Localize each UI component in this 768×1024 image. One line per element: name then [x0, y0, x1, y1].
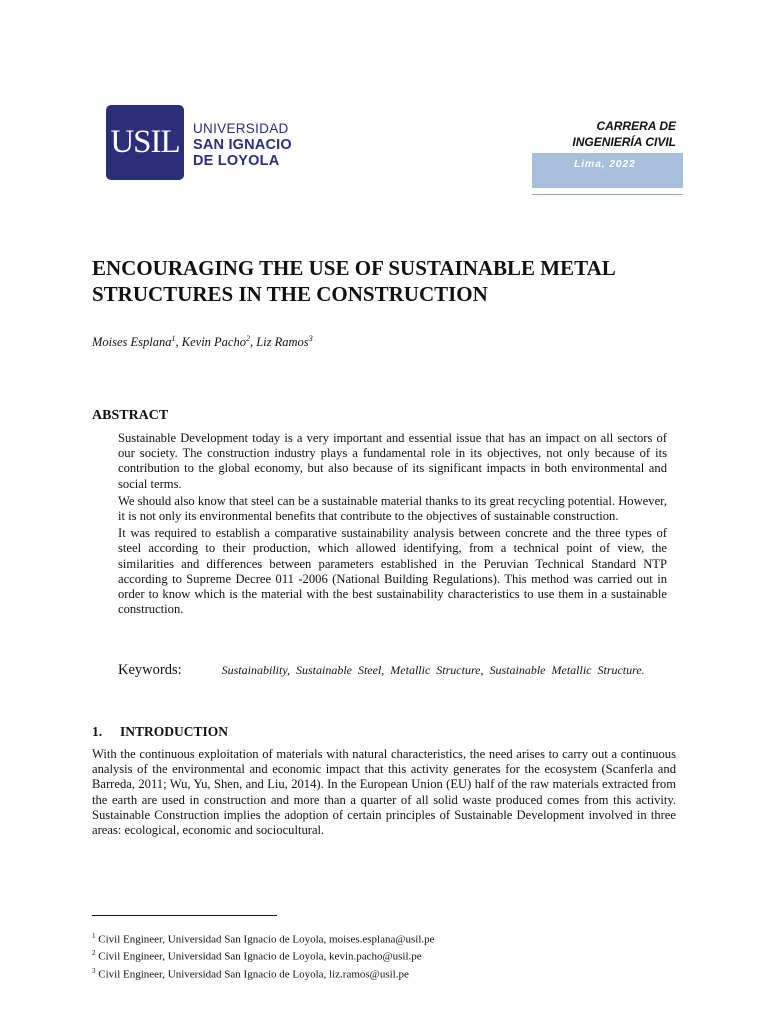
author-name: Moises Esplana: [92, 335, 172, 350]
footnote-text: Civil Engineer, Universidad San Ignacio de Loyola, kevin.pacho@usil.pe: [98, 951, 422, 964]
footnote-mark: 2: [92, 949, 96, 958]
footnote-mark: 3: [92, 966, 96, 975]
footnote-mark: 1: [92, 932, 96, 940]
abstract-heading: ABSTRACT: [92, 408, 169, 423]
paper-title: ENCOURAGING THE USE OF SUSTAINABLE METAL STRUCTURES IN THE CONSTRUCTION: [92, 256, 615, 306]
program-line-2: INGENIERÍA CIVIL: [572, 135, 676, 149]
footnote-text: Civil Engineer, Universidad San Ignacio de Loyola, liz.ramos@usil.pe: [98, 968, 409, 981]
section-number: 1.: [92, 724, 103, 739]
university-name-line-2: SAN IGNACIO: [193, 137, 292, 153]
university-name-line-3: DE LOYOLA: [193, 153, 280, 169]
section-heading-introduction: [92, 724, 228, 740]
footnote-text: Civil Engineer, Universidad San Ignacio de Loyola, moises.esplana@usil.pe: [98, 933, 435, 946]
footnote: [92, 965, 652, 982]
author-list: Moises Esplana$^1$, Kevin Pacho$^2$, Liz Ramos$^3$: [92, 334, 313, 350]
university-name-line-1: UNIVERSIDAD: [193, 121, 289, 136]
author-footnote-mark: 3: [308, 334, 313, 343]
program-line-1: CARRERA DE: [596, 119, 676, 133]
footnote: [92, 947, 652, 964]
author-footnote-mark: 2: [245, 334, 250, 343]
abstract-paragraph: We should also know that steel can be a sustainable material thanks to its great recycling potential. However, it is not only its environmental benefits that contribute to the objectives of sustainable construction.: [118, 493, 667, 524]
location-date: Lima, 2022: [574, 158, 636, 170]
logo-monogram: USIL: [110, 124, 180, 160]
university-name: [193, 121, 292, 169]
keywords: [118, 662, 667, 678]
footnotes: [92, 930, 652, 982]
keywords-value: Sustainability, Sustainable Steel, Metallic Structure, Sustainable Metallic Structure.: [221, 663, 645, 677]
footnote-divider: [92, 915, 277, 916]
university-logo: [106, 105, 184, 180]
author-name: Kevin Pacho: [181, 335, 246, 350]
abstract-paragraph: It was required to establish a comparative sustainability analysis between concrete and the three types of steel according to their production, which allowed identifying, from a technical point of view, the similarities and differences between parameters established in the Peruvian Technical Standard NTP according to Supreme Decree 011 -2006 (National Building Regulations). This method was carried out in order to know which is the material with the best sustainability characteristics to use them in a sustainable construction.: [118, 526, 667, 617]
location-date-box: [532, 153, 683, 188]
keywords-label: Keywords:: [118, 662, 182, 678]
abstract-paragraph: Sustainable Development today is a very important and essential issue that has an impact on all sectors of our society. The construction industry plays a fundamental role in its objectives, not only because of its contribution to the global economy, but also because of its significant impacts in both environmental and social terms.: [118, 431, 667, 491]
author-footnote-mark: 1: [171, 334, 176, 343]
introduction-paragraph: With the continuous exploitation of materials with natural characteristics, the need arises to carry out a continuous analysis of the environmental and economic impact that this activity generates for the ecosystem (Scanferla and Barreda, 2011; Wu, Yu, Shen, and Liu, 2014). In the European Union (EU) half of the raw materials extracted from the earth are used in construction and more than a quarter of all solid waste produced comes from this activity. Sustainable Construction implies the adoption of certain principles of Sustainable Development involved in three areas: ecological, economic and sociocultural.: [92, 747, 676, 838]
abstract-body: [118, 431, 667, 619]
author-name: Liz Ramos: [256, 335, 309, 350]
footnote: [92, 930, 652, 947]
section-title: INTRODUCTION: [120, 724, 229, 739]
header-divider: [532, 194, 683, 195]
program-label: [572, 118, 676, 150]
